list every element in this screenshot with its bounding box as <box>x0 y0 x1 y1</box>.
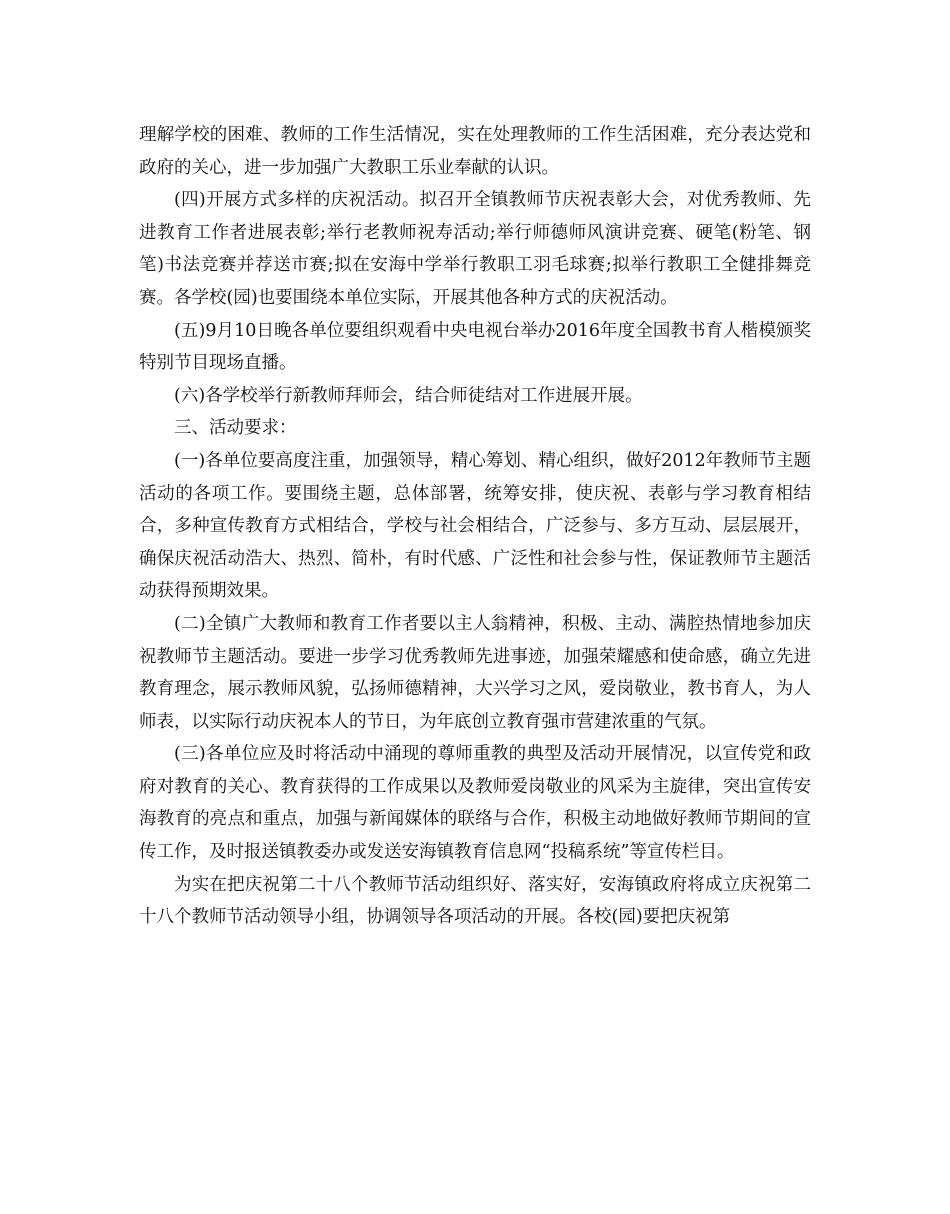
paragraph-3: (五)9月10日晚各单位要组织观看中央电视台举办2016年度全国教书育人楷模颁奖特别节目现场直播。 <box>139 320 811 374</box>
document-body <box>139 119 811 934</box>
paragraph-8: (三)各单位应及时将活动中涌现的尊师重教的典型及活动开展情况，以宣传党和政府对教育的关心、教育获得的工作成果以及教师爱岗敬业的风采为主旋律，突出宣传安海教育的亮点和重点，加强与新闻媒体的联络与合作，积极主动地做好教师节期间的宣传工作，及时报送镇教委办或发送安海镇教育信息网“投稿系统”等宣传栏目。 <box>139 744 811 863</box>
paragraph-7: (二)全镇广大教师和教育工作者要以主人翁精神，积极、主动、满腔热情地参加庆祝教师节主题活动。要进一步学习优秀教师先进事迹，加强荣耀感和使命感，确立先进教育理念，展示教师风貌，弘扬师德精神，大兴学习之风，爱岗敬业，教书育人，为人师表，以实际行动庆祝本人的节日，为年底创立教育强市营建浓重的气氛。 <box>139 613 811 732</box>
paragraph-1: 理解学校的困难、教师的工作生活情况，实在处理教师的工作生活困难，充分表达党和政府的关心，进一步加强广大教职工乐业奉献的认识。 <box>139 125 811 178</box>
paragraph-6: (一)各单位要高度注重，加强领导，精心筹划、精心组织，做好2012年教师节主题活动的各项工作。要围绕主题，总体部署，统筹安排，使庆祝、表彰与学习教育相结合，多种宣传教育方式相结合，学校与社会相结合，广泛参与、多方互动、层层展开，确保庆祝活动浩大、热烈、简朴，有时代感、广泛性和社会参与性，保证教师节主题活动获得预期效果。 <box>139 450 811 602</box>
paragraph-9: 为实在把庆祝第二十八个教师节活动组织好、落实好，安海镇政府将成立庆祝第二十八个教师节活动领导小组，协调领导各项活动的开展。各校(园)要把庆祝第 <box>139 874 811 928</box>
paragraph-4: (六)各学校举行新教师拜师会，结合师徒结对工作进展开展。 <box>174 385 643 406</box>
section-heading: 三、活动要求： <box>174 418 297 439</box>
paragraph-2: (四)开展方式多样的庆祝活动。拟召开全镇教师节庆祝表彰大会，对优秀教师、先进教育工作者进展表彰;举行老教师祝寿活动;举行师德师风演讲竞赛、硬笔(粉笔、钢笔)书法竞赛并荐送市赛;拟在安海中学举行教职工羽毛球赛;拟举行教职工全健排舞竞赛。各学校(园)也要围绕本单位实际，开展其他各种方式的庆祝活动。 <box>139 190 811 308</box>
